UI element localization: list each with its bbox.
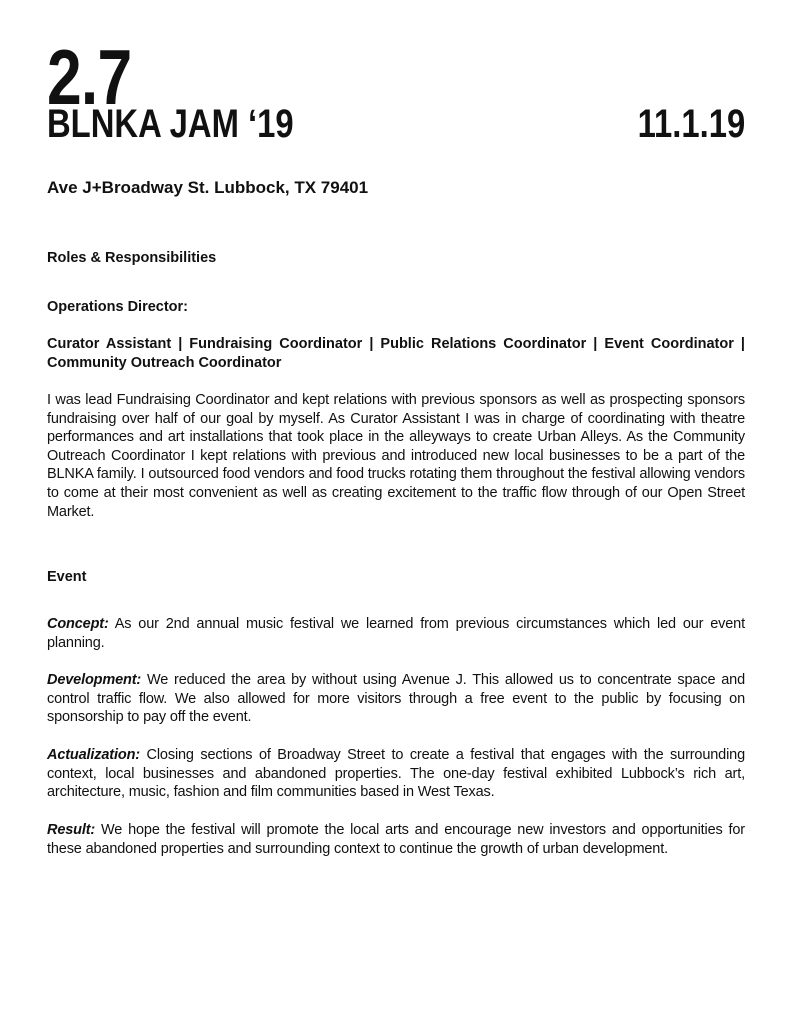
concept-label: Concept: xyxy=(47,616,109,632)
roles-description: I was lead Fundraising Coordinator and kept relations with previous sponsors as well as prospecting sponsors fundraising over half of our goal by myself. As Curator Assistant I was in charge of coordinating with theatre performances and art installations that took place in the alleyways to create Urban Alleys. As the Community Outreach Coordinator I kept relations with previous and introduced new local businesses to be a part of the BLNKA family. I outsourced food vendors and food trucks rotating them throughout the festival allowing vendors to come at their most convenient as well as creating excitement to the traffic flow through of our Open Street Market. xyxy=(47,392,745,520)
section-number: 2.7 xyxy=(47,33,132,121)
development-label: Development: xyxy=(47,672,142,688)
concept-text: As our 2nd annual music festival we learned from previous circumstances which led our event planning. xyxy=(47,616,745,651)
actualization-paragraph xyxy=(47,746,745,802)
development-text: We reduced the area by without using Avenue J. This allowed us to concentrate space and control traffic flow. We also allowed for more visitors through a free event to the public by focusing on sponsorship to pay off the event. xyxy=(47,672,745,726)
document-page xyxy=(47,0,745,1024)
result-label: Result: xyxy=(47,822,96,838)
position-heading: Operations Director: xyxy=(47,299,188,315)
roles-heading: Roles & Responsibilities xyxy=(47,250,217,266)
concept-paragraph xyxy=(47,615,745,652)
actualization-label: Actualization: xyxy=(47,747,140,763)
event-address: Ave J+Broadway St. Lubbock, TX 79401 xyxy=(47,178,369,197)
result-paragraph xyxy=(47,821,745,858)
event-title: BLNKA JAM ‘19 xyxy=(47,102,294,146)
development-paragraph xyxy=(47,671,745,727)
roles-list: Curator Assistant | Fundraising Coordinator | Public Relations Coordinator | Event Coordinator | Community Outreach Coordinator xyxy=(47,336,745,371)
result-text: We hope the festival will promote the local arts and encourage new investors and opportunities for these abandoned properties and surrounding context to continue the growth of urban development. xyxy=(47,822,745,857)
event-heading: Event xyxy=(47,569,87,585)
actualization-text: Closing sections of Broadway Street to create a festival that engages with the surrounding context, local businesses and abandoned properties. The one-day festival exhibited Lubbock’s rich art, architecture, music, fashion and film communities based in West Texas. xyxy=(47,747,745,801)
event-date: 11.1.19 xyxy=(637,102,745,146)
